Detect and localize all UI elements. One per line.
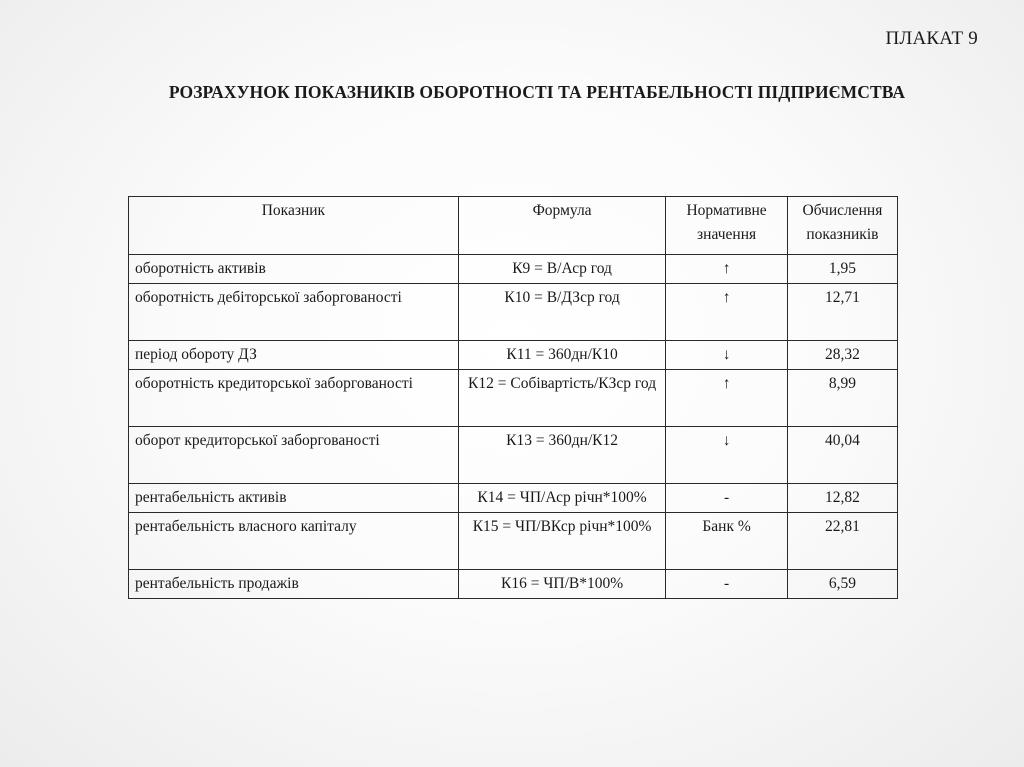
cell-indicator: оборот кредиторської заборгованості — [129, 427, 459, 484]
cell-value: 12,71 — [787, 284, 897, 341]
table-row — [129, 255, 898, 284]
cell-value: 12,82 — [787, 484, 897, 513]
cell-normative: ↑ — [666, 284, 788, 341]
cell-normative: ↑ — [666, 370, 788, 427]
cell-indicator: оборотність дебіторської заборгованості — [129, 284, 459, 341]
cell-formula: К9 = В/Аср год — [458, 255, 666, 284]
header-indicator: Показник — [129, 197, 459, 255]
cell-formula: К10 = В/ДЗср год — [458, 284, 666, 341]
cell-value: 8,99 — [787, 370, 897, 427]
cell-normative: - — [666, 570, 788, 599]
table-row — [129, 341, 898, 370]
cell-value: 6,59 — [787, 570, 897, 599]
table-row — [129, 284, 898, 341]
cell-formula: К16 = ЧП/В*100% — [458, 570, 666, 599]
cell-formula: К14 = ЧП/Аср річн*100% — [458, 484, 666, 513]
cell-formula: К13 = 360дн/К12 — [458, 427, 666, 484]
table-row — [129, 427, 898, 484]
cell-value: 1,95 — [787, 255, 897, 284]
cell-formula: К12 = Собівартість/КЗср год — [458, 370, 666, 427]
page-title: РОЗРАХУНОК ПОКАЗНИКІВ ОБОРОТНОСТІ ТА РЕНТАБЕЛЬНОСТІ ПІДПРИЄМСТВА — [168, 82, 906, 102]
table-row — [129, 370, 898, 427]
header-calculated: Обчислення показників — [787, 197, 897, 255]
cell-indicator: оборотність активів — [129, 255, 459, 284]
header-normative: Нормативне значення — [666, 197, 788, 255]
cell-value: 28,32 — [787, 341, 897, 370]
header-formula: Формула — [458, 197, 666, 255]
indicators-table — [128, 196, 898, 599]
table-row — [129, 513, 898, 570]
cell-indicator: період обороту ДЗ — [129, 341, 459, 370]
cell-value: 22,81 — [787, 513, 897, 570]
cell-indicator: рентабельність продажів — [129, 570, 459, 599]
cell-indicator: оборотність кредиторської заборгованості — [129, 370, 459, 427]
cell-formula: К11 = 360дн/К10 — [458, 341, 666, 370]
table-row — [129, 484, 898, 513]
cell-normative: - — [666, 484, 788, 513]
table-row — [129, 570, 898, 599]
cell-normative: ↓ — [666, 427, 788, 484]
cell-value: 40,04 — [787, 427, 897, 484]
cell-indicator: рентабельність активів — [129, 484, 459, 513]
cell-indicator: рентабельність власного капіталу — [129, 513, 459, 570]
poster-label: ПЛАКАТ 9 — [885, 28, 978, 49]
cell-formula: К15 = ЧП/ВКср річн*100% — [458, 513, 666, 570]
cell-normative: Банк % — [666, 513, 788, 570]
cell-normative: ↑ — [666, 255, 788, 284]
table-header-row — [129, 197, 898, 255]
cell-normative: ↓ — [666, 341, 788, 370]
